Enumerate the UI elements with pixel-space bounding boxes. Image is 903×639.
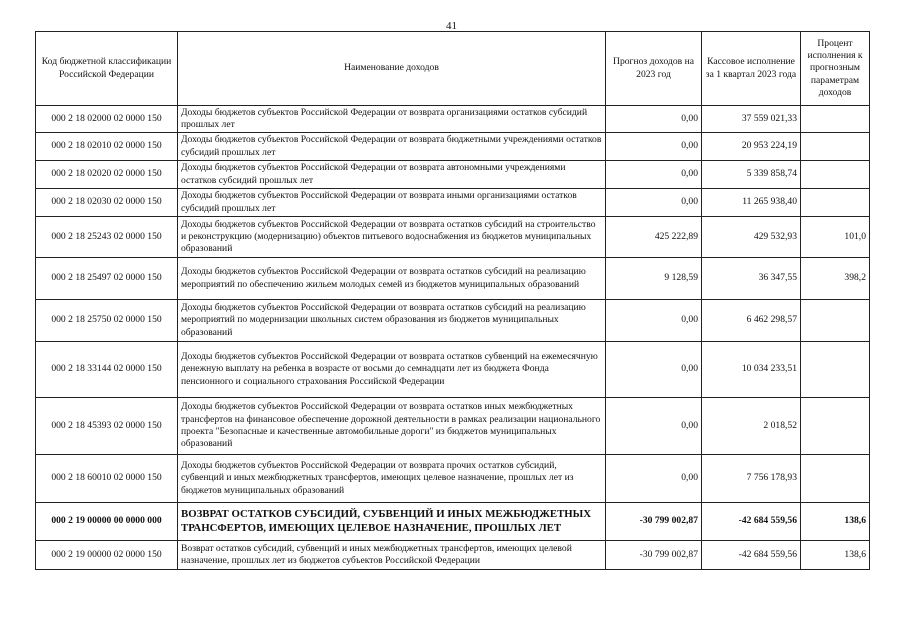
row-name: Доходы бюджетов субъектов Российской Федерации от возврата остатков субсидий на реализацию мероприятий по модернизации школьных систем образования из бюджетов муниципальных образований	[178, 300, 606, 342]
row-execution: 20 953 224,19	[702, 133, 801, 161]
row-code: 000 2 18 02010 02 0000 150	[36, 133, 178, 161]
row-execution: 2 018,52	[702, 398, 801, 455]
row-forecast: -30 799 002,87	[606, 503, 702, 541]
row-name: Доходы бюджетов субъектов Российской Федерации от возврата остатков иных межбюджетных трансфертов на финансовое обеспечение дорожной деятельности в рамках реализации национального проекта "Безопасные и качественные автомобильные дороги" из бюджетов муниципальных образований	[178, 398, 606, 455]
row-name: Доходы бюджетов субъектов Российской Федерации от возврата бюджетными учреждениями остатков субсидий прошлых лет	[178, 133, 606, 161]
table-row	[36, 300, 870, 342]
row-percent	[801, 106, 870, 133]
row-execution: 429 532,93	[702, 217, 801, 258]
row-execution: -42 684 559,56	[702, 503, 801, 541]
row-execution: 6 462 298,57	[702, 300, 801, 342]
row-forecast: 0,00	[606, 342, 702, 398]
table-row	[36, 455, 870, 503]
row-code: 000 2 18 25243 02 0000 150	[36, 217, 178, 258]
row-name: Доходы бюджетов субъектов Российской Федерации от возврата иными организациями остатков субсидий прошлых лет	[178, 189, 606, 217]
row-execution: 5 339 858,74	[702, 161, 801, 189]
table-row	[36, 342, 870, 398]
row-code: 000 2 18 25750 02 0000 150	[36, 300, 178, 342]
table-row	[36, 541, 870, 570]
row-name: Доходы бюджетов субъектов Российской Федерации от возврата остатков субсидий на строительство и реконструкцию (модернизацию) объектов питьевого водоснабжения из бюджетов муниципальных образований	[178, 217, 606, 258]
row-name: Доходы бюджетов субъектов Российской Федерации от возврата автономными учреждениями остатков субсидий прошлых лет	[178, 161, 606, 189]
row-forecast: 0,00	[606, 300, 702, 342]
row-execution: 10 034 233,51	[702, 342, 801, 398]
row-name: Возврат остатков субсидий, субвенций и иных межбюджетных трансфертов, имеющих целевой назначение, прошлых лет из бюджетов субъектов Российской Федерации	[178, 541, 606, 570]
row-execution: 36 347,55	[702, 258, 801, 300]
row-forecast: 9 128,59	[606, 258, 702, 300]
table-row	[36, 106, 870, 133]
table-row	[36, 398, 870, 455]
row-percent	[801, 189, 870, 217]
row-execution: -42 684 559,56	[702, 541, 801, 570]
row-forecast: -30 799 002,87	[606, 541, 702, 570]
row-forecast: 0,00	[606, 161, 702, 189]
row-code: 000 2 18 45393 02 0000 150	[36, 398, 178, 455]
row-forecast: 0,00	[606, 189, 702, 217]
row-forecast: 425 222,89	[606, 217, 702, 258]
row-percent	[801, 342, 870, 398]
row-percent	[801, 133, 870, 161]
table-header-row	[36, 32, 870, 106]
row-code: 000 2 18 02030 02 0000 150	[36, 189, 178, 217]
row-forecast: 0,00	[606, 133, 702, 161]
row-name: Доходы бюджетов субъектов Российской Федерации от возврата остатков субвенций на ежемесячную денежную выплату на ребенка в возрасте от восьми до семнадцати лет из бюджета Фонда пенсионного и социального страхования Российской Федерации	[178, 342, 606, 398]
table-row	[36, 258, 870, 300]
row-code: 000 2 18 33144 02 0000 150	[36, 342, 178, 398]
row-forecast: 0,00	[606, 455, 702, 503]
revenue-table	[35, 31, 870, 570]
header-forecast: Прогноз доходов на 2023 год	[606, 32, 702, 106]
row-percent: 101,0	[801, 217, 870, 258]
row-percent	[801, 161, 870, 189]
row-code: 000 2 18 60010 02 0000 150	[36, 455, 178, 503]
row-percent	[801, 300, 870, 342]
header-code: Код бюджетной классификации Российской Федерации	[36, 32, 178, 106]
row-percent: 138,6	[801, 503, 870, 541]
row-percent: 398,2	[801, 258, 870, 300]
row-execution: 7 756 178,93	[702, 455, 801, 503]
row-name: Доходы бюджетов субъектов Российской Федерации от возврата организациями остатков субсидий прошлых лет	[178, 106, 606, 133]
row-name: Доходы бюджетов субъектов Российской Федерации от возврата остатков субсидий на реализацию мероприятий по обеспечению жильем молодых семей из бюджетов муниципальных образований	[178, 258, 606, 300]
row-percent: 138,6	[801, 541, 870, 570]
row-percent	[801, 398, 870, 455]
row-code: 000 2 18 25497 02 0000 150	[36, 258, 178, 300]
row-forecast: 0,00	[606, 398, 702, 455]
header-name: Наименование доходов	[178, 32, 606, 106]
row-name: ВОЗВРАТ ОСТАТКОВ СУБСИДИЙ, СУБВЕНЦИЙ И ИНЫХ МЕЖБЮДЖЕТНЫХ ТРАНСФЕРТОВ, ИМЕЮЩИХ ЦЕЛЕВОЕ НАЗНАЧЕНИЕ, ПРОШЛЫХ ЛЕТ	[178, 503, 606, 541]
table-row	[36, 133, 870, 161]
header-execution: Кассовое исполнение за 1 квартал 2023 года	[702, 32, 801, 106]
row-execution: 37 559 021,33	[702, 106, 801, 133]
row-code: 000 2 19 00000 02 0000 150	[36, 541, 178, 570]
row-percent	[801, 455, 870, 503]
row-execution: 11 265 938,40	[702, 189, 801, 217]
row-code: 000 2 18 02000 02 0000 150	[36, 106, 178, 133]
table-row-total	[36, 503, 870, 541]
table-row	[36, 161, 870, 189]
row-forecast: 0,00	[606, 106, 702, 133]
table-row	[36, 217, 870, 258]
header-percent: Процент исполнения к прогнозным параметрам доходов	[801, 32, 870, 106]
page-number: 41	[446, 20, 457, 32]
table-row	[36, 189, 870, 217]
row-name: Доходы бюджетов субъектов Российской Федерации от возврата прочих остатков субсидий, субвенций и иных межбюджетных трансфертов, имеющих целевое назначение, прошлых лет из бюджетов муниципальных образований	[178, 455, 606, 503]
row-code: 000 2 18 02020 02 0000 150	[36, 161, 178, 189]
row-code: 000 2 19 00000 00 0000 000	[36, 503, 178, 541]
